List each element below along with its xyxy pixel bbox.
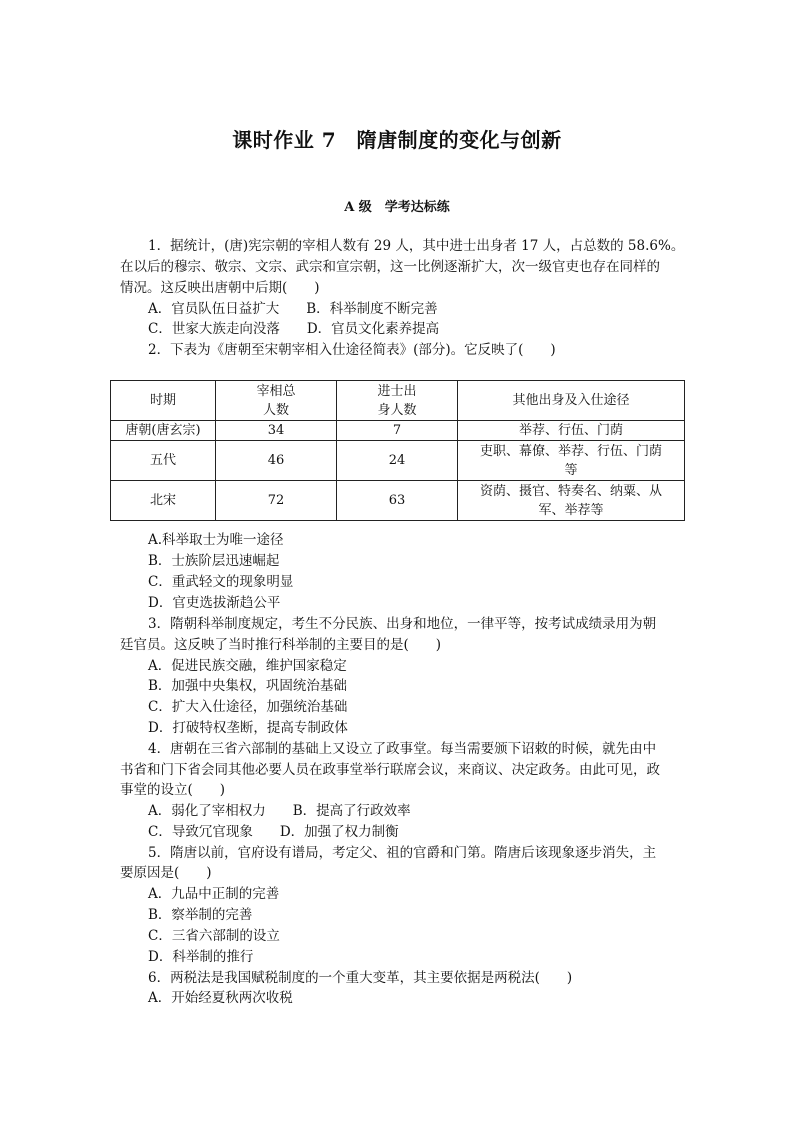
cell-other-line-2: 等 bbox=[564, 462, 578, 478]
q4-options-ab: A．弱化了宰相权力 B．提高了行政效率 bbox=[148, 803, 411, 819]
q2-option-c: C．重武轻文的现象明显 bbox=[148, 574, 294, 590]
q1-stem-line-3: 情况。这反映出唐朝中后期( ) bbox=[120, 280, 320, 296]
q1-options-cd: C．世家大族走向没落 D．官员文化素养提高 bbox=[148, 321, 440, 337]
table-row bbox=[111, 481, 685, 521]
cell-jinshi: 24 bbox=[337, 441, 458, 481]
header-total-line-2: 人数 bbox=[262, 402, 289, 418]
cell-total: 46 bbox=[216, 441, 337, 481]
q1-stem-line-2: 在以后的穆宗、敬宗、文宗、武宗和宣宗朝，这一比例逐渐扩大，次一级官吏也存在同样的 bbox=[120, 259, 660, 275]
q3-option-b: B．加强中央集权，巩固统治基础 bbox=[148, 678, 347, 694]
cell-period: 北宋 bbox=[111, 481, 216, 521]
q6-stem-line-1: 6．两税法是我国赋税制度的一个重大变革，其主要依据是两税法( ) bbox=[148, 970, 573, 986]
q5-option-d: D．科举制的推行 bbox=[148, 949, 254, 965]
q2-option-d: D．官吏选拔渐趋公平 bbox=[148, 595, 281, 611]
cell-period: 唐朝(唐玄宗) bbox=[111, 421, 216, 441]
q5-option-c: C．三省六部制的设立 bbox=[148, 928, 280, 944]
page-title: 课时作业 7 隋唐制度的变化与创新 bbox=[232, 128, 562, 152]
cell-other: 举荐、行伍、门荫 bbox=[458, 421, 685, 441]
q4-stem-line-1: 4．唐朝在三省六部制的基础上又设立了政事堂。每当需要颁下诏敕的时候，就先由中 bbox=[148, 741, 657, 757]
q3-stem-line-2: 廷官员。这反映了当时推行科举制的主要目的是( ) bbox=[120, 637, 442, 653]
q2-stem-line-1: 2．下表为《唐朝至宋朝宰相入仕途径简表》(部分)。它反映了( ) bbox=[148, 342, 556, 358]
q1-stem-line-1: 1．据统计，(唐)宪宗朝的宰相人数有 29 人，其中进士出身者 17 人，占总数的 58.6%。 bbox=[148, 238, 685, 254]
cell-other-line-2: 军、举荐等 bbox=[538, 502, 604, 518]
cell-other-line-1: 吏职、幕僚、举荐、行伍、门荫 bbox=[479, 443, 662, 459]
cell-total: 34 bbox=[216, 421, 337, 441]
cell-other-line-1: 资荫、摄官、特奏名、纳粟、从 bbox=[479, 483, 662, 499]
q4-stem-line-2: 书省和门下省会同其他必要人员在政事堂举行联席会议，来商议、决定政务。由此可见，政 bbox=[120, 762, 660, 778]
cell-other bbox=[458, 481, 685, 521]
header-jinshi-line-1: 进士出 bbox=[377, 383, 417, 399]
q3-option-a: A．促进民族交融，维护国家稳定 bbox=[148, 658, 347, 674]
cell-total: 72 bbox=[216, 481, 337, 521]
header-other: 其他出身及入仕途径 bbox=[458, 381, 685, 421]
table-header-row bbox=[111, 381, 685, 421]
q2-option-a: A.科举取士为唯一途径 bbox=[148, 532, 284, 548]
q5-stem-line-2: 要原因是( ) bbox=[120, 865, 212, 881]
q1-options-ab: A．官员队伍日益扩大 B．科举制度不断完善 bbox=[148, 301, 438, 317]
header-total-line-1: 宰相总 bbox=[256, 383, 296, 399]
q6-option-a: A．开始经夏秋两次收税 bbox=[148, 990, 293, 1006]
q3-option-d: D．打破特权垄断，提高专制政体 bbox=[148, 720, 348, 736]
q5-stem-line-1: 5．隋唐以前，官府设有谱局，考定父、祖的官爵和门第。隋唐后该现象逐步消失，主 bbox=[148, 845, 657, 861]
cell-jinshi: 63 bbox=[337, 481, 458, 521]
table-row bbox=[111, 441, 685, 481]
chancellor-table bbox=[110, 380, 685, 521]
header-jinshi bbox=[337, 381, 458, 421]
header-period: 时期 bbox=[111, 381, 216, 421]
q4-options-cd: C．导致冗官现象 D．加强了权力制衡 bbox=[148, 824, 399, 840]
table-row bbox=[111, 421, 685, 441]
q4-stem-line-3: 事堂的设立( ) bbox=[120, 782, 226, 798]
q3-stem-line-1: 3．隋朝科举制度规定，考生不分民族、出身和地位，一律平等，按考试成绩录用为朝 bbox=[148, 616, 657, 632]
q2-option-b: B．士族阶层迅速崛起 bbox=[148, 553, 280, 569]
cell-period: 五代 bbox=[111, 441, 216, 481]
cell-jinshi: 7 bbox=[337, 421, 458, 441]
q5-option-a: A．九品中正制的完善 bbox=[148, 886, 280, 902]
header-jinshi-line-2: 身人数 bbox=[377, 402, 417, 418]
cell-other bbox=[458, 441, 685, 481]
header-total bbox=[216, 381, 337, 421]
section-heading: A 级 学考达标练 bbox=[344, 200, 450, 215]
q3-option-c: C．扩大入仕途径，加强统治基础 bbox=[148, 699, 348, 715]
q5-option-b: B．察举制的完善 bbox=[148, 907, 253, 923]
